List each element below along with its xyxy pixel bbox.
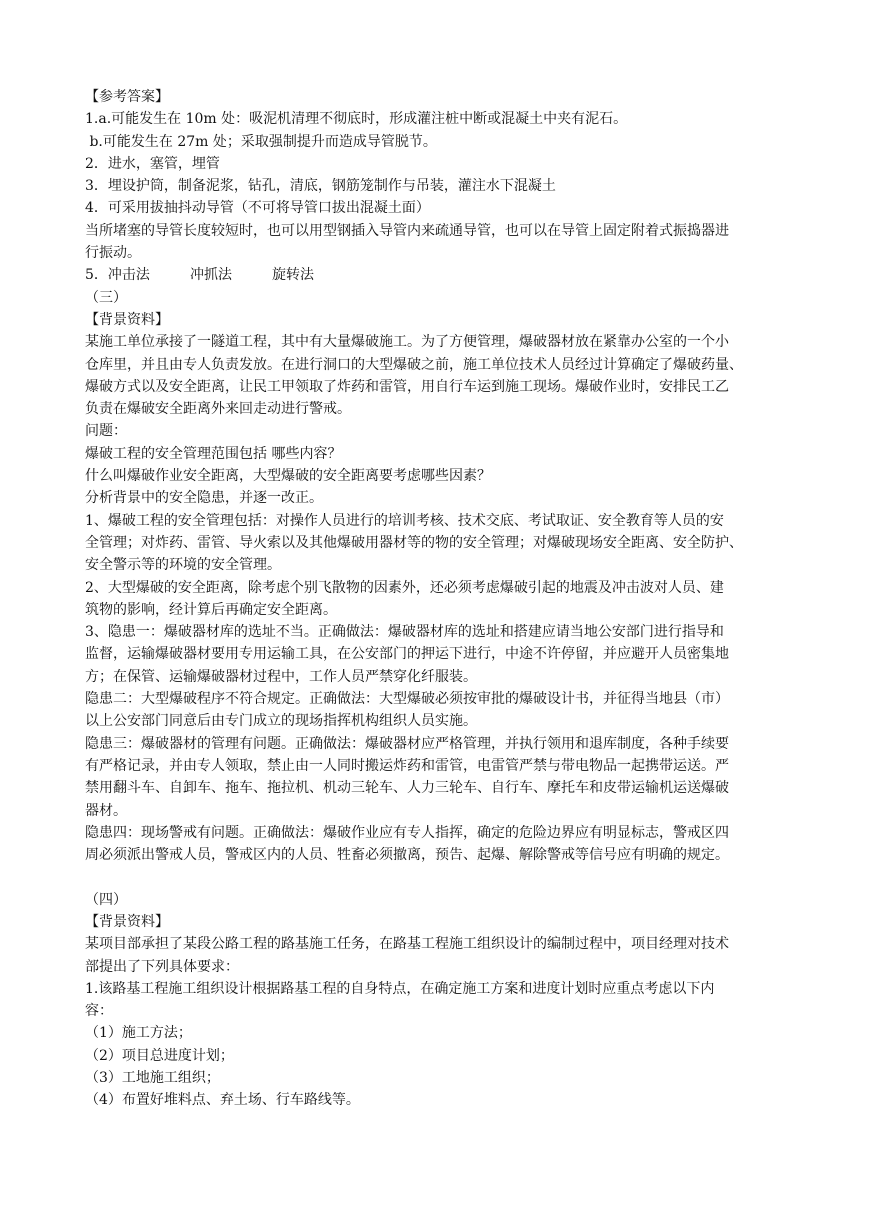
answer-1b: b.可能发生在 27m 处；采取强制提升而造成导管脱节。 [85,133,437,150]
hazard-paragraph-line: 方；在保管、运输爆破器材过程中，工作人员严禁穿化纤服装。 [85,668,477,685]
document-body [85,86,787,1112]
list-item: （1）施工方法； [85,1025,192,1042]
hazard-paragraph-line: 器材。 [85,802,127,819]
hazard-paragraph-line: 以上公安部门同意后由专门成立的现场指挥机构组织人员实施。 [85,713,477,730]
answer-paragraph-line: 1、爆破工程的安全管理包括：对操作人员进行的培训考核、技术交底、考试取证、安全教育等人员的安 [85,512,724,529]
section-heading-background: 【背景资料】 [85,311,169,328]
background-paragraph-line: 爆破方式以及安全距离，让民工甲领取了炸药和雷管，用自行车运到施工现场。爆破作业时，安排民工乙 [85,378,729,395]
answer-4-detail-line-1: 当所堵塞的导管长度较短时，也可以用型钢插入导管内来疏通导管，也可以在导管上固定附着式振捣器进 [85,222,729,239]
requirement-1-line: 容： [85,1003,113,1020]
hazard-paragraph-line: 3、隐患一：爆破器材库的选址不当。正确做法：爆破器材库的选址和搭建应请当地公安部门进行指导和 [85,624,724,641]
hazard-paragraph-line: 禁用翻斗车、自卸车、拖车、拖拉机、机动三轮车、人力三轮车、自行车、摩托车和皮带运输机运送爆破 [85,780,729,797]
blank-line [85,866,787,888]
list-item: （4）布置好堆料点、弃土场、行车路线等。 [85,1092,360,1109]
section-number-3: （三） [85,289,127,306]
hazard-paragraph-line: 隐患四：现场警戒有问题。正确做法：爆破作业应有专人指挥，确定的危险边界应有明显标志，警戒区四 [85,824,729,841]
background-paragraph-line: 某施工单位承接了一隧道工程，其中有大量爆破施工。为了方便管理，爆破器材放在紧靠办公室的一个小 [85,334,729,351]
answer-4-detail-line-2: 行振动。 [85,245,141,262]
section-heading-background-2: 【背景资料】 [85,913,169,930]
answer-paragraph-line: 筑物的影响，经计算后再确定安全距离。 [85,601,337,618]
answer-4: 4．可采用拔抽抖动导管（不可将导管口拔出混凝土面） [85,200,430,217]
hazard-paragraph-line: 监督，运输爆破器材要用专用运输工具，在公安部门的押运下进行，中途不许停留，并应避开人员密集地 [85,646,729,663]
question-3: 分析背景中的安全隐患，并逐一改正。 [85,490,323,507]
section-number-4: （四） [85,891,127,908]
answer-paragraph-line: 全管理；对炸药、雷管、导火索以及其他爆破用器材等的物的安全管理；对爆破现场安全距离、安全防护、 [85,534,743,551]
hazard-paragraph-line: 有严格记录，并由专人领取，禁止由一人同时搬运炸药和雷管，电雷管严禁与带电物品一起携带运送。严 [85,757,729,774]
answer-paragraph-line: 2、大型爆破的安全距离，除考虑个别飞散物的因素外，还必须考虑爆破引起的地震及冲击波对人员、建 [85,579,724,596]
answer-2: 2．进水，塞管，埋管 [85,155,220,172]
hazard-paragraph-line: 隐患二：大型爆破程序不符合规定。正确做法：大型爆破必须按审批的爆破设计书，并征得当地县（市） [85,691,729,708]
requirement-1-line: 1.该路基工程施工组织设计根据路基工程的自身特点，在确定施工方案和进度计划时应重点考虑以下内 [85,980,715,997]
hazard-paragraph-line: 周必须派出警戒人员，警戒区内的人员、牲畜必须撤离，预告、起爆、解除警戒等信号应有明确的规定。 [85,847,729,864]
background-paragraph-line: 负责在爆破安全距离外来回走动进行警戒。 [85,401,351,418]
hazard-paragraph-line: 隐患三：爆破器材的管理有问题。正确做法：爆破器材应严格管理，并执行领用和退库制度，各种手续要 [85,735,729,752]
answer-1a: 1.a.可能发生在 10m 处：吸泥机清理不彻底时，形成灌注桩中断或混凝土中夹有泥石。 [85,111,628,128]
answer-5: 5．冲击法 冲抓法 旋转法 [85,267,315,284]
list-item: （3）工地施工组织； [85,1070,220,1087]
answer-paragraph-line: 安全警示等的环境的安全管理。 [85,557,281,574]
background-paragraph-line: 仓库里，并且由专人负责发放。在进行洞口的大型爆破之前，施工单位技术人员经过计算确定了爆破药量、 [85,356,743,373]
section-heading-reference-answer: 【参考答案】 [85,89,169,105]
question-2: 什么叫爆破作业安全距离，大型爆破的安全距离要考虑哪些因素？ [85,468,491,485]
questions-label: 问题： [85,423,127,440]
question-1: 爆破工程的安全管理范围包括 哪些内容？ [85,445,342,462]
background-paragraph-line: 部提出了下列具体要求： [85,958,239,975]
list-item: （2）项目总进度计划； [85,1047,234,1064]
answer-3: 3．埋设护筒，制备泥浆，钻孔，清底，钢筋笼制作与吊装，灌注水下混凝土 [85,178,556,195]
background-paragraph-line: 某项目部承担了某段公路工程的路基施工任务，在路基工程施工组织设计的编制过程中，项目经理对技术 [85,936,729,953]
